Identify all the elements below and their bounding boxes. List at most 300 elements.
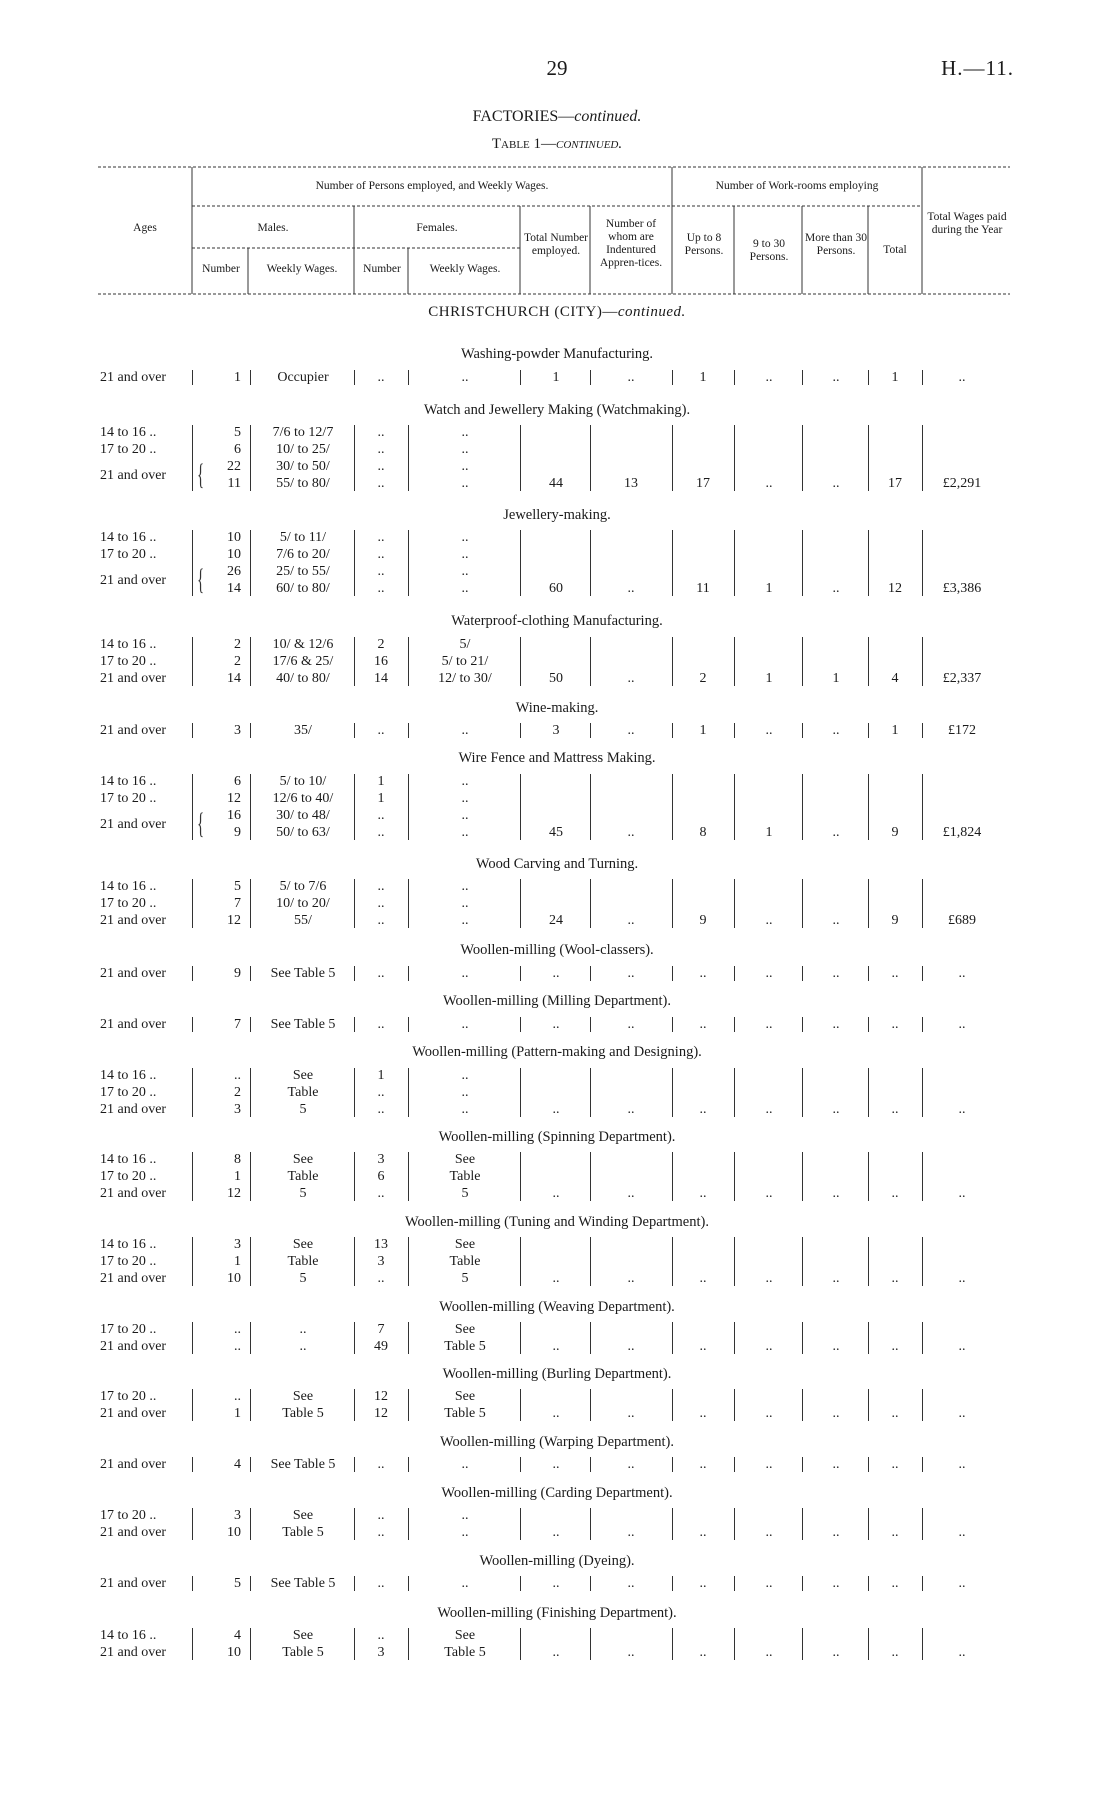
cell-mwage: .. (299, 1322, 307, 1337)
cell-mnum: 2 (234, 654, 241, 669)
cell-mnum: 3 (234, 723, 241, 738)
cell-wtot: .. (891, 1576, 899, 1591)
cell-p930: .. (765, 1457, 773, 1472)
cell-age: 14 to 16 .. (100, 1628, 157, 1643)
column-rule (520, 1237, 521, 1286)
cell-p930: .. (765, 1186, 773, 1201)
cell-mwage: See (292, 1389, 314, 1404)
column-rule (868, 425, 869, 491)
cell-mnum: .. (234, 1389, 241, 1404)
cell-mnum: 12 (227, 1186, 241, 1201)
cell-mnum: 12 (227, 791, 241, 806)
cell-fnum: .. (377, 564, 385, 579)
cell-age: 21 and over (100, 370, 167, 385)
cell-fwage: .. (461, 547, 469, 562)
cell-mnum: .. (234, 1068, 241, 1083)
cell-u8: 2 (699, 671, 707, 686)
column-rule (408, 637, 409, 686)
column-rule (802, 370, 803, 385)
cell-mwage: 35/ (294, 723, 312, 738)
cell-m30: .. (832, 1457, 840, 1472)
page-reference: H.—11. (941, 56, 1014, 80)
cell-wtot: 9 (891, 825, 899, 840)
cell-age: 21 and over (100, 913, 167, 928)
cell-mnum: 9 (234, 825, 241, 840)
column-rule (734, 1508, 735, 1540)
column-rule (354, 1389, 355, 1421)
column-rule (408, 425, 409, 491)
column-rule (520, 774, 521, 840)
cell-wages: £3,386 (942, 581, 982, 596)
cell-u8: 8 (699, 825, 707, 840)
column-rule (734, 1389, 735, 1421)
cell-fwage: .. (461, 530, 469, 545)
section-title: Jewellery-making. (503, 507, 611, 523)
cell-mwage: Occupier (277, 370, 329, 385)
cell-m30: .. (832, 825, 840, 840)
cell-mnum: 10 (227, 1271, 241, 1286)
section-title: Woollen-milling (Carding Department). (441, 1485, 673, 1501)
cell-fnum: .. (377, 723, 385, 738)
cell-wtot: 1 (891, 723, 899, 738)
cell-tot: .. (552, 1576, 560, 1591)
cell-mwage: Table (287, 1169, 319, 1184)
cell-age: 21 and over (100, 1457, 167, 1472)
cell-m30: .. (832, 1339, 840, 1354)
column-rule (354, 370, 355, 385)
column-rule (868, 637, 869, 686)
cell-mnum: 10 (227, 530, 241, 545)
column-rule (408, 1508, 409, 1540)
column-rule (408, 1457, 409, 1472)
column-rule (408, 1576, 409, 1591)
column-rule (590, 774, 591, 840)
cell-age: 21 and over (100, 1576, 167, 1591)
cell-wages: .. (958, 1339, 966, 1354)
column-rule (802, 1457, 803, 1472)
cell-p930: .. (765, 1271, 773, 1286)
cell-app: .. (627, 671, 635, 686)
cell-mwage: 5/ to 11/ (279, 530, 327, 545)
cell-app: .. (627, 1645, 635, 1660)
cell-mnum: 1 (234, 370, 241, 385)
column-rule (520, 530, 521, 596)
cell-fwage: .. (461, 1576, 469, 1591)
cell-p930: .. (765, 1576, 773, 1591)
column-rule (590, 879, 591, 928)
cell-mnum: 1 (234, 1254, 241, 1269)
cell-mwage: 55/ to 80/ (276, 476, 330, 491)
cell-fwage: .. (461, 442, 469, 457)
cell-fwage: .. (461, 723, 469, 738)
header-more-than-30: More than 30 Persons. (805, 232, 867, 257)
cell-fnum: .. (377, 370, 385, 385)
column-rule (590, 1068, 591, 1117)
cell-fnum: .. (377, 1628, 385, 1643)
column-rule (590, 1152, 591, 1201)
cell-p930: .. (765, 1102, 773, 1117)
column-rule (520, 966, 521, 981)
cell-fnum: .. (377, 879, 385, 894)
cell-fnum: .. (377, 1271, 385, 1286)
cell-age: 14 to 16 .. (100, 425, 157, 440)
cell-age: 17 to 20 .. (100, 1322, 157, 1337)
cell-fnum: 3 (377, 1645, 385, 1660)
cell-app: .. (627, 370, 635, 385)
cell-mnum: 14 (227, 581, 241, 596)
cell-fwage: .. (461, 459, 469, 474)
cell-mwage: 5 (299, 1186, 307, 1201)
cell-wages: .. (958, 1576, 966, 1591)
cell-fnum: .. (377, 1186, 385, 1201)
cell-mnum: 10 (227, 1645, 241, 1660)
column-rule (590, 530, 591, 596)
cell-mwage: .. (299, 1339, 307, 1354)
cell-app: .. (627, 581, 635, 596)
cell-wtot: 17 (888, 476, 902, 491)
cell-fnum: .. (377, 966, 385, 981)
cell-app: 13 (624, 476, 638, 491)
column-rule (250, 1017, 251, 1032)
column-rule (408, 1017, 409, 1032)
column-rule (734, 1152, 735, 1201)
column-rule (250, 1237, 251, 1286)
column-rule (408, 1628, 409, 1660)
column-rule (868, 1322, 869, 1354)
cell-mwage: See (292, 1237, 314, 1252)
cell-mwage: 10/ & 12/6 (272, 637, 334, 652)
cell-age: 21 and over (100, 1017, 167, 1032)
cell-wtot: .. (891, 1645, 899, 1660)
cell-wtot: .. (891, 1102, 899, 1117)
cell-mnum: 8 (234, 1152, 241, 1167)
cell-p930: .. (765, 1406, 773, 1421)
cell-age: 21 and over (100, 1271, 167, 1286)
cell-mnum: 4 (234, 1628, 241, 1643)
column-rule (250, 637, 251, 686)
column-rule (734, 370, 735, 385)
cell-mwage: See (292, 1068, 314, 1083)
cell-fwage: .. (461, 808, 469, 823)
cell-fwage: See (454, 1628, 476, 1643)
cell-age: 21 and over (100, 468, 167, 483)
cell-m30: .. (832, 370, 840, 385)
cell-age: 17 to 20 .. (100, 1254, 157, 1269)
column-rule (802, 774, 803, 840)
cell-age: 17 to 20 .. (100, 896, 157, 911)
city-main: CHRISTCHURCH (CITY)— (428, 304, 618, 320)
header-up-to-8: Up to 8 Persons. (684, 232, 724, 257)
cell-wtot: 9 (891, 913, 899, 928)
cell-fnum: .. (377, 808, 385, 823)
cell-fwage: .. (461, 581, 469, 596)
cell-mnum: 2 (234, 637, 241, 652)
cell-mwage: See Table 5 (270, 1457, 336, 1472)
cell-m30: .. (832, 1525, 840, 1540)
header-male-number: Number (202, 263, 240, 275)
column-rule (802, 1017, 803, 1032)
column-rule (408, 1389, 409, 1421)
cell-age: 14 to 16 .. (100, 879, 157, 894)
cell-mwage: See Table 5 (270, 966, 336, 981)
column-rule (354, 530, 355, 596)
column-rule (354, 1457, 355, 1472)
cell-fwage: .. (461, 564, 469, 579)
cell-u8: .. (699, 1645, 707, 1660)
cell-fwage: Table (449, 1169, 481, 1184)
column-rule (520, 1389, 521, 1421)
cell-fwage: .. (461, 476, 469, 491)
cell-mwage: 5/ to 10/ (279, 774, 327, 789)
column-rule (250, 774, 251, 840)
cell-fnum: .. (377, 425, 385, 440)
cell-mwage: See Table 5 (270, 1017, 336, 1032)
cell-wtot: .. (891, 1186, 899, 1201)
city-heading (0, 304, 1114, 321)
cell-wages: .. (958, 1457, 966, 1472)
cell-fwage: .. (461, 1525, 469, 1540)
cell-fnum: .. (377, 476, 385, 491)
header-apprentices: Number of whom are Indentured Appren-tices. (599, 218, 663, 269)
cell-mnum: 6 (234, 774, 241, 789)
cell-mwage: See (292, 1152, 314, 1167)
column-rule (590, 637, 591, 686)
column-rule (734, 1628, 735, 1660)
column-rule (802, 1628, 803, 1660)
table-title-italic: continued. (556, 136, 623, 152)
cell-app: .. (627, 1017, 635, 1032)
cell-app: .. (627, 1186, 635, 1201)
column-rule (802, 1237, 803, 1286)
column-rule (354, 637, 355, 686)
column-rule (520, 1017, 521, 1032)
cell-fwage: .. (461, 966, 469, 981)
cell-mnum: 7 (234, 896, 241, 911)
column-rule (734, 1068, 735, 1117)
column-rule (802, 1508, 803, 1540)
column-rule (590, 1017, 591, 1032)
header-female-number: Number (363, 263, 401, 275)
cell-wages: .. (958, 1271, 966, 1286)
cell-age: 21 and over (100, 1525, 167, 1540)
cell-mnum: 6 (234, 442, 241, 457)
column-rule (802, 1322, 803, 1354)
cell-age: 14 to 16 .. (100, 530, 157, 545)
column-rule (354, 1508, 355, 1540)
title-italic: continued. (574, 108, 642, 125)
column-rule (802, 1068, 803, 1117)
column-rule (590, 966, 591, 981)
column-rule (734, 1457, 735, 1472)
cell-wtot: .. (891, 1017, 899, 1032)
cell-fnum: .. (377, 1102, 385, 1117)
cell-wtot: .. (891, 1406, 899, 1421)
column-rule (354, 1017, 355, 1032)
cell-m30: .. (832, 723, 840, 738)
column-rule (734, 425, 735, 491)
cell-u8: .. (699, 1186, 707, 1201)
column-rule (734, 1322, 735, 1354)
cell-mwage: 5/ to 7/6 (279, 879, 327, 894)
city-italic: continued. (617, 304, 686, 320)
section-title: Woollen-milling (Dyeing). (479, 1553, 635, 1569)
cell-app: .. (627, 966, 635, 981)
column-rule (802, 879, 803, 928)
cell-u8: .. (699, 1102, 707, 1117)
column-rule (408, 879, 409, 928)
column-rule (590, 425, 591, 491)
cell-mwage: 7/6 to 20/ (276, 547, 330, 562)
cell-age: 21 and over (100, 573, 167, 588)
cell-m30: .. (832, 476, 840, 491)
cell-fnum: .. (377, 1525, 385, 1540)
cell-wages: .. (958, 1186, 966, 1201)
cell-wtot: .. (891, 1339, 899, 1354)
cell-tot: 24 (549, 913, 563, 928)
column-rule (354, 966, 355, 981)
column-rule (802, 723, 803, 738)
cell-tot: .. (552, 1645, 560, 1660)
cell-mwage: 40/ to 80/ (276, 671, 330, 686)
cell-mwage: 30/ to 48/ (276, 808, 330, 823)
cell-fnum: 7 (377, 1322, 385, 1337)
column-rule (868, 1152, 869, 1201)
cell-age: 14 to 16 .. (100, 637, 157, 652)
cell-age: 17 to 20 .. (100, 1085, 157, 1100)
cell-fnum: .. (377, 913, 385, 928)
column-rule (802, 530, 803, 596)
cell-age: 21 and over (100, 1339, 167, 1354)
column-rule (408, 1237, 409, 1286)
cell-wages: £2,291 (942, 476, 982, 491)
cell-tot: .. (552, 1271, 560, 1286)
cell-fnum: 12 (374, 1406, 388, 1421)
column-rule (868, 1389, 869, 1421)
cell-fwage: See (454, 1237, 476, 1252)
column-rule (354, 723, 355, 738)
cell-mwage: 25/ to 55/ (276, 564, 330, 579)
column-rule (868, 774, 869, 840)
cell-age: 17 to 20 .. (100, 547, 157, 562)
column-rule (734, 1237, 735, 1286)
cell-age: 14 to 16 .. (100, 1152, 157, 1167)
column-rule (802, 425, 803, 491)
cell-tot: 3 (552, 723, 560, 738)
column-rule (590, 1389, 591, 1421)
cell-mnum: 22 (227, 459, 241, 474)
section-title: Wood Carving and Turning. (475, 856, 639, 872)
cell-mwage: 55/ (294, 913, 312, 928)
cell-mwage: Table 5 (282, 1645, 324, 1660)
cell-mnum: 11 (227, 476, 241, 491)
cell-m30: 1 (832, 671, 840, 686)
header-total-wages: Total Wages paid during the Year (927, 211, 1007, 236)
cell-p930: .. (765, 723, 773, 738)
section-title: Wire Fence and Mattress Making. (458, 750, 656, 766)
cell-mwage: Table 5 (282, 1525, 324, 1540)
section-title: Woollen-milling (Burling Department). (442, 1366, 672, 1382)
cell-mwage: See (292, 1508, 314, 1523)
cell-app: .. (627, 1576, 635, 1591)
column-rule (520, 1068, 521, 1117)
section-title: Waterproof-clothing Manufacturing. (451, 613, 663, 629)
cell-mnum: .. (234, 1322, 241, 1337)
cell-app: .. (627, 825, 635, 840)
cell-fwage: Table 5 (444, 1406, 486, 1421)
cell-fwage: 5/ to 21/ (441, 654, 489, 669)
cell-fwage: .. (461, 913, 469, 928)
cell-p930: 1 (765, 825, 773, 840)
cell-tot: .. (552, 1525, 560, 1540)
cell-u8: 9 (699, 913, 707, 928)
column-rule (250, 1152, 251, 1201)
brace-glyph: { (197, 458, 205, 491)
cell-fnum: 12 (374, 1389, 388, 1404)
cell-p930: .. (765, 966, 773, 981)
cell-age: 17 to 20 .. (100, 1169, 157, 1184)
column-rule (354, 1237, 355, 1286)
header-female-weekly-wages: Weekly Wages. (429, 263, 501, 275)
column-rule (520, 723, 521, 738)
brace-glyph: { (197, 807, 205, 840)
cell-mnum: 7 (234, 1017, 241, 1032)
cell-age: 21 and over (100, 966, 167, 981)
cell-mwage: 10/ to 20/ (276, 896, 330, 911)
column-rule (802, 1576, 803, 1591)
column-rule (520, 879, 521, 928)
column-rule (408, 966, 409, 981)
cell-fwage: Table (449, 1254, 481, 1269)
cell-mnum: 16 (227, 808, 241, 823)
cell-age: 21 and over (100, 1102, 167, 1117)
cell-u8: 17 (696, 476, 710, 491)
cell-mwage: 50/ to 63/ (276, 825, 330, 840)
cell-app: .. (627, 1457, 635, 1472)
cell-wages: £1,824 (942, 825, 982, 840)
cell-mnum: 26 (227, 564, 241, 579)
cell-mnum: 3 (234, 1237, 241, 1252)
table-title-main: Table 1— (491, 136, 557, 152)
cell-m30: .. (832, 581, 840, 596)
cell-fnum: .. (377, 1457, 385, 1472)
column-rule (250, 966, 251, 981)
cell-age: 21 and over (100, 1186, 167, 1201)
section-title: Woollen-milling (Spinning Department). (438, 1129, 676, 1145)
cell-mnum: 3 (234, 1508, 241, 1523)
cell-app: .. (627, 1271, 635, 1286)
cell-p930: .. (765, 913, 773, 928)
cell-fnum: .. (377, 1085, 385, 1100)
cell-wages: .. (958, 1645, 966, 1660)
column-rule (868, 723, 869, 738)
cell-fwage: 5 (461, 1271, 469, 1286)
cell-m30: .. (832, 1645, 840, 1660)
cell-wages: £172 (948, 723, 976, 738)
column-rule (354, 879, 355, 928)
cell-fnum: .. (377, 530, 385, 545)
section-title: Woollen-milling (Tuning and Winding Department). (405, 1214, 709, 1230)
cell-age: 21 and over (100, 1406, 167, 1421)
cell-u8: .. (699, 1017, 707, 1032)
cell-u8: 1 (699, 723, 707, 738)
column-rule (250, 1322, 251, 1354)
cell-mwage: Table 5 (282, 1406, 324, 1421)
column-rule (590, 1457, 591, 1472)
cell-age: 14 to 16 .. (100, 1068, 157, 1083)
page-number: 29 (546, 56, 568, 80)
column-rule (408, 723, 409, 738)
cell-mnum: 1 (234, 1406, 241, 1421)
